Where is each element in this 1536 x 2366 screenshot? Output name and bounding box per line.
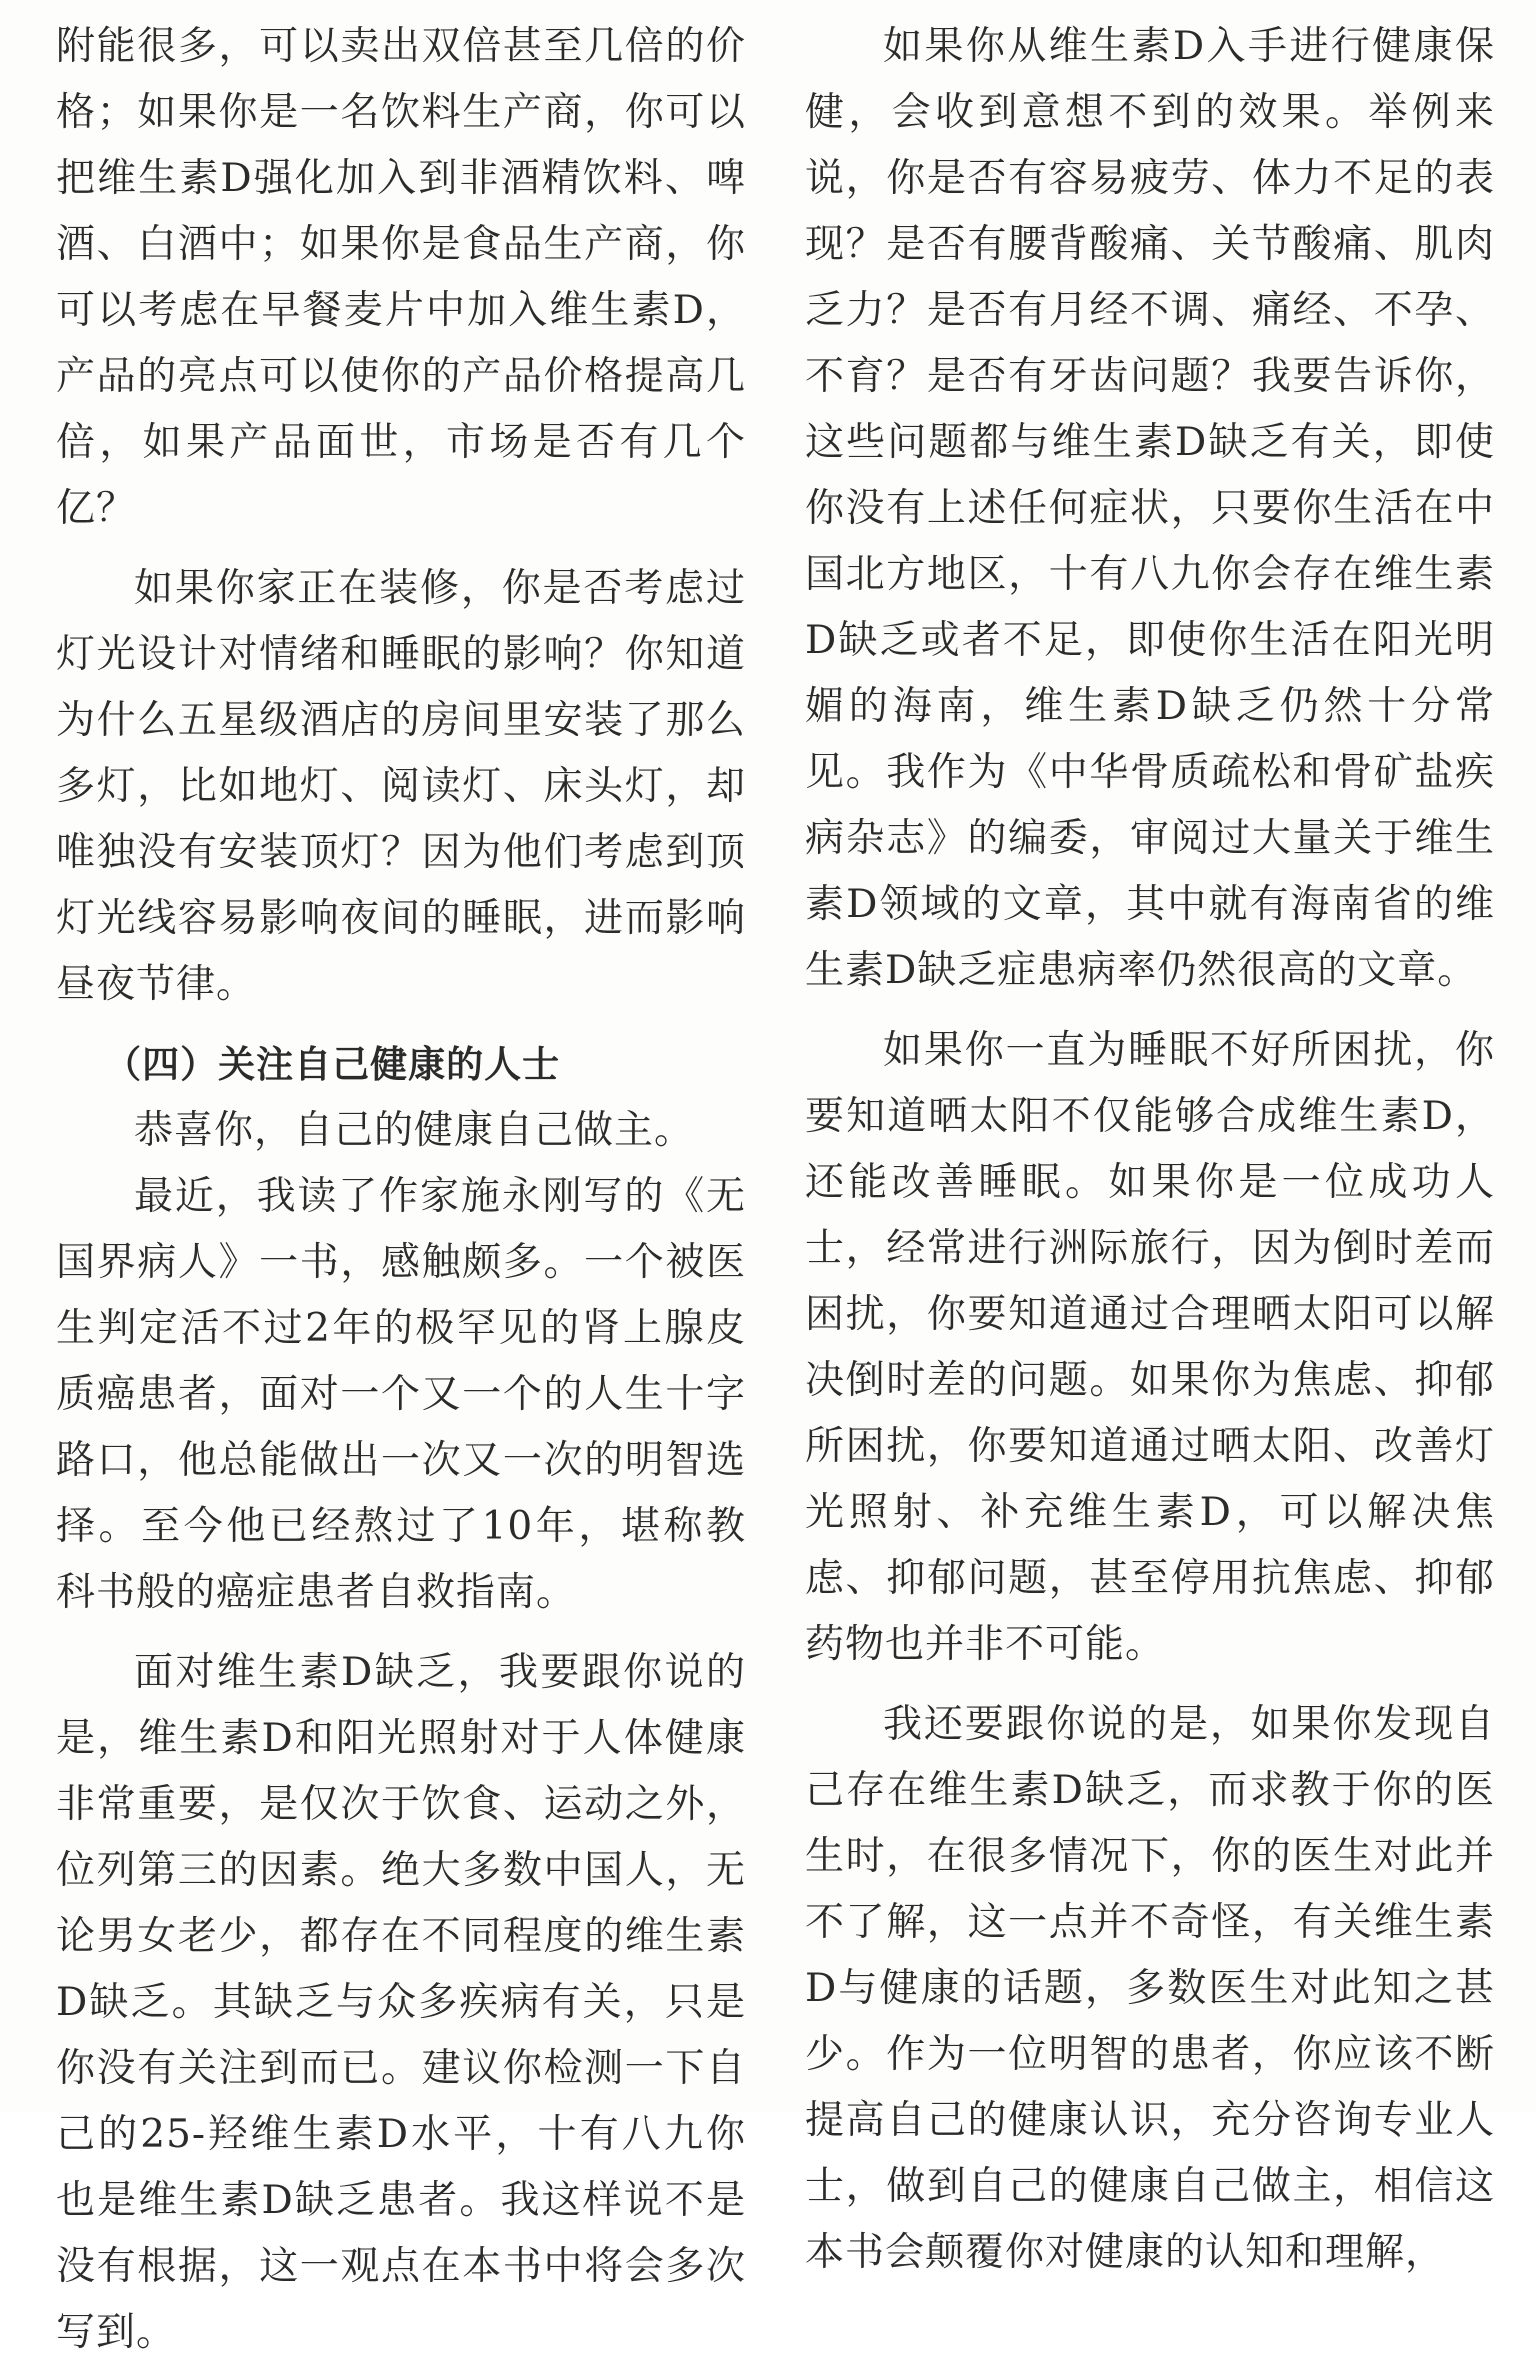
paragraph-health-care: 如果你从维生素D入手进行健康保健，会收到意想不到的效果。举例来说，你是否有容易疲劳、体力不足的表现？是否有腰背酸痛、关节酸痛、肌肉乏力？是否有月经不调、痛经、不孕、不育？是否有牙齿问题？我要告诉你，这些问题都与维生素D缺乏有关，即使你没有上述任何症状，只要你生活在中国北方地区，十有八九你会存在维生素D缺乏或者不足，即使你生活在阳光明媚的海南，维生素D缺乏仍然十分常见。我作为《中华骨质疏松和骨矿盐疾病杂志》的编委，审阅过大量关于维生素D领域的文章，其中就有海南省的维生素D缺乏症患病率仍然很高的文章。	[805, 24, 1495, 993]
paragraph-sleep-sunlight: 如果你一直为睡眠不好所困扰，你要知道晒太阳不仅能够合成维生素D，还能改善睡眠。如果你是一位成功人士，经常进行洲际旅行，因为倒时差而困扰，你要知道通过合理晒太阳可以解决倒时差的问题。如果你为焦虑、抑郁所困扰，你要知道通过晒太阳、改善灯光照射、补充维生素D，可以解决焦虑、抑郁问题，甚至停用抗焦虑、抑郁药物也并非不可能。	[805, 1028, 1495, 1667]
left-column	[56, 14, 746, 2366]
paragraph-product-enhancement: 附能很多，可以卖出双倍甚至几倍的价格；如果你是一名饮料生产商，你可以把维生素D强化加入到非酒精饮料、啤酒、白酒中；如果你是食品生产商，你可以考虑在早餐麦片中加入维生素D，产品的亮点可以使你的产品价格提高几倍，如果产品面世，市场是否有几个亿？	[56, 24, 746, 531]
paragraph-vitamin-d-deficiency: 面对维生素D缺乏，我要跟你说的是，维生素D和阳光照射对于人体健康非常重要，是仅次于饮食、运动之外，位列第三的因素。绝大多数中国人，无论男女老少，都存在不同程度的维生素D缺乏。其缺乏与众多疾病有关，只是你没有关注到而已。建议你检测一下自己的25-羟维生素D水平，十有八九你也是维生素D缺乏患者。我这样说不是没有根据，这一观点在本书中将会多次写到。	[56, 1650, 746, 2355]
paragraph-doctor-advice: 我还要跟你说的是，如果你发现自己存在维生素D缺乏，而求教于你的医生时，在很多情况下，你的医生对此并不了解，这一点并不奇怪，有关维生素D与健康的话题，多数医生对此知之甚少。作为一位明智的患者，你应该不断提高自己的健康认识，充分咨询专业人士，做到自己的健康自己做主，相信这本书会颠覆你对健康的认知和理解，	[805, 1702, 1495, 2275]
paragraph-book-reading: 最近，我读了作家施永刚写的《无国界病人》一书，感触颇多。一个被医生判定活不过2年的极罕见的肾上腺皮质癌患者，面对一个又一个的人生十字路口，他总能做出一次又一次的明智选择。至今他已经熬过了10年，堪称教科书般的癌症患者自救指南。	[56, 1174, 746, 1615]
section-heading: （四）关注自己健康的人士	[104, 1043, 561, 1086]
paragraph-lighting-design: 如果你家正在装修，你是否考虑过灯光设计对情绪和睡眠的影响？你知道为什么五星级酒店的房间里安装了那么多灯，比如地灯、阅读灯、床头灯，却唯独没有安装顶灯？因为他们考虑到顶灯光线容易影响夜间的睡眠，进而影响昼夜节律。	[56, 566, 746, 1007]
paragraph-congratulations: 恭喜你，自己的健康自己做主。	[134, 1108, 695, 1153]
right-column	[805, 14, 1495, 2286]
